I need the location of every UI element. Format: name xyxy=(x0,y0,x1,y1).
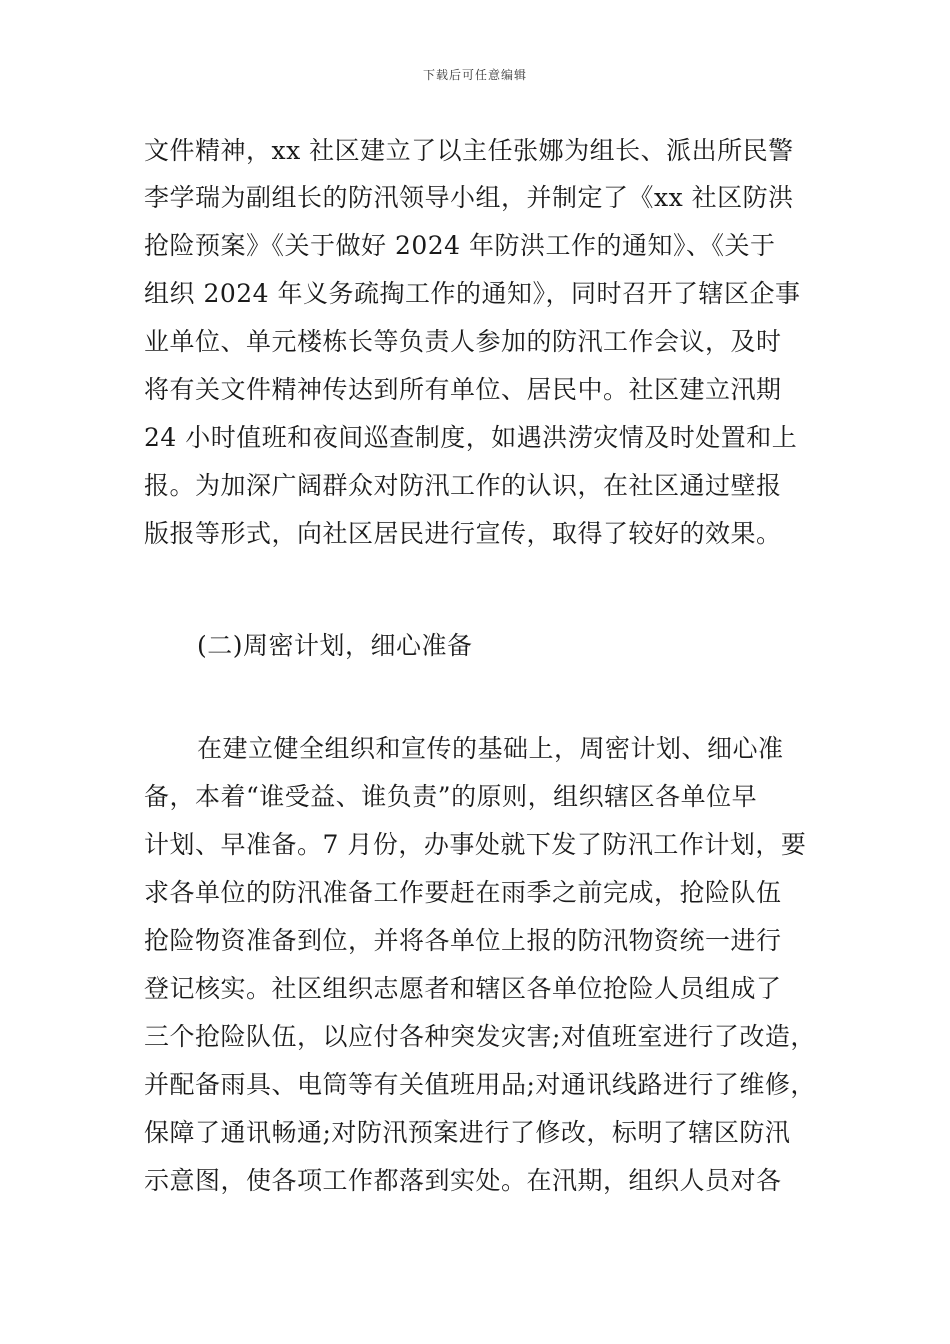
text-line: 组织 2024 年义务疏掏工作的通知》，同时召开了辖区企事 xyxy=(144,279,801,308)
text-line: 李学瑞为副组长的防汛领导小组，并制定了《xx 社区防洪 xyxy=(144,183,794,212)
text-line: 文件精神，xx 社区建立了以主任张娜为组长、派出所民警 xyxy=(144,136,794,165)
text-line: 24 小时值班和夜间巡查制度，如遇洪涝灾情及时处置和上 xyxy=(144,423,798,452)
text-line: 将有关文件精神传达到所有单位、居民中。社区建立汛期 xyxy=(144,375,782,404)
page-header: 下载后可任意编辑 xyxy=(422,68,527,82)
text-line: 计划、早准备。7 月份，办事处就下发了防汛工作计划，要 xyxy=(144,830,807,859)
text-line: 在建立健全组织和宣传的基础上，周密计划、细心准 xyxy=(197,734,784,763)
text-line: 抢险物资准备到位，并将各单位上报的防汛物资统一进行 xyxy=(144,926,782,955)
text-line: 版报等形式，向社区居民进行宣传，取得了较好的效果。 xyxy=(144,519,782,548)
text-line: 求各单位的防汛准备工作要赶在雨季之前完成，抢险队伍 xyxy=(144,878,782,907)
text-line: 报。为加深广阔群众对防汛工作的认识，在社区通过壁报 xyxy=(144,471,782,500)
text-line: 三个抢险队伍，以应付各种突发灾害;对值班室进行了改造， xyxy=(144,1022,816,1051)
section-heading: (二)周密计划，细心准备 xyxy=(197,631,473,660)
text-line: 业单位、单元楼栋长等负责人参加的防汛工作会议，及时 xyxy=(144,327,782,356)
text-line: 备，本着“谁受益、谁负责”的原则，组织辖区各单位早 xyxy=(144,782,758,811)
text-line: 登记核实。社区组织志愿者和辖区各单位抢险人员组成了 xyxy=(144,974,782,1003)
text-line: 示意图，使各项工作都落到实处。在汛期，组织人员对各 xyxy=(144,1166,782,1195)
text-line: 并配备雨具、电筒等有关值班用品;对通讯线路进行了维修， xyxy=(144,1070,816,1099)
text-line: 抢险预案》《关于做好 2024 年防洪工作的通知》、《关于 xyxy=(144,231,776,260)
text-line: 保障了通讯畅通;对防汛预案进行了修改，标明了辖区防汛 xyxy=(144,1118,791,1147)
